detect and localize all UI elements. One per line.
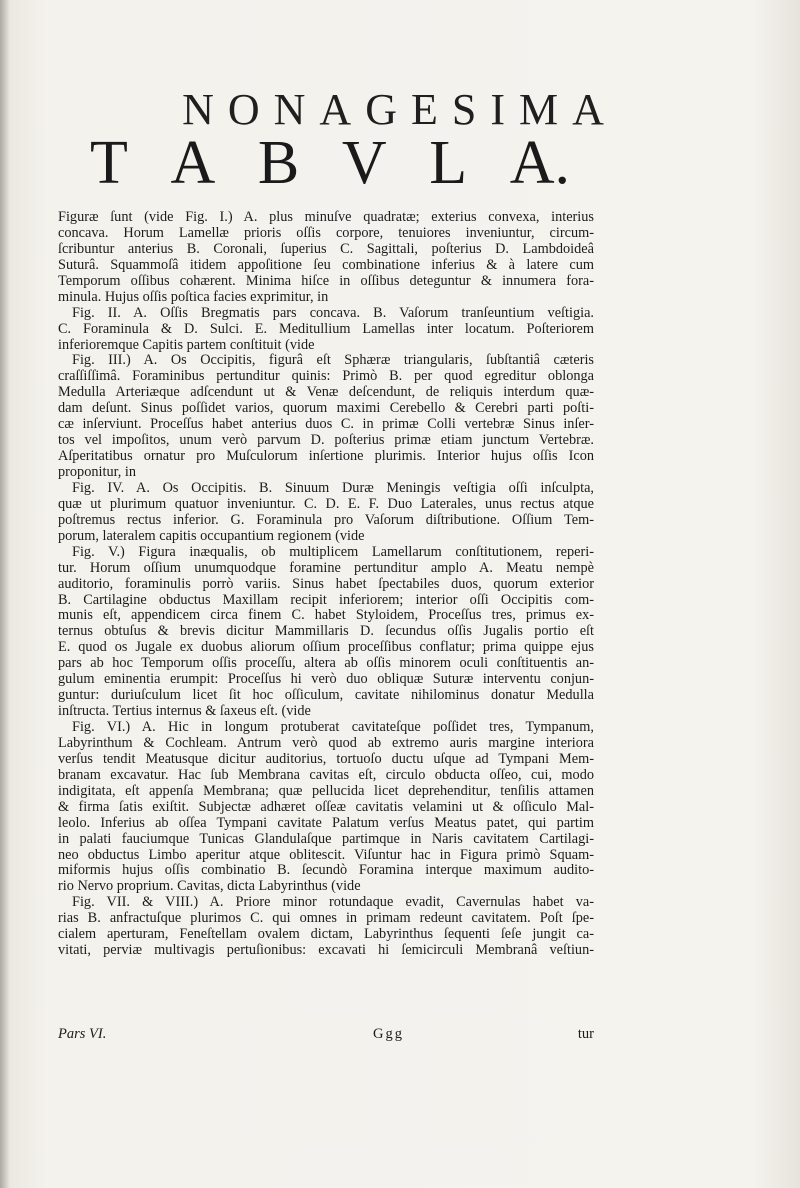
text-line: Figuræ ſunt (vide Fig. I.) A. plus minuſve quadratæ; exterius convexa, interius: [58, 209, 594, 225]
text-line: neo obductus Limbo aperitur atque oblitescit. Viſuntur hac in Figura primò Squam-: [58, 846, 594, 863]
text-line: concava. Horum Lamellæ prioris oſſis corpore, tenuiores inveniuntur, circum-: [58, 224, 594, 241]
text-line: cæ inſerviunt. Proceſſus habet anterius duos C. in primæ Colli vertebræ Sinus inſer-: [58, 416, 594, 433]
text-line: verſus tendit Meatusque dicitur auditorius, tortuoſo ductu uſque ad Tympani Mem-: [58, 750, 594, 767]
text-line: auditorio, foraminulis porrò variis. Sinus habet ſpectabiles duos, quorum exterior: [58, 575, 594, 592]
text-line: Aſperitatibus ornatur pro Muſculorum inſertione plurimis. Interior hujus oſſis Icon: [58, 448, 594, 465]
text-line: quæ ut plurimum quatuor inveniuntur. C. D. E. F. Duo Laterales, unus rectus atque: [58, 495, 594, 512]
text-line: indigitata, eſt appenſa Membrana; quæ pellucida licet deprehenditur, tenſilis attamen: [58, 782, 594, 799]
text-line: Medulla Arteriæque adſcendunt ut & Venæ deſcendunt, de reliquis interdum quæ-: [58, 384, 594, 401]
text-line: miformis hujus oſſis combinatio B. ſecundò Foramina interque maximum audito-: [58, 862, 594, 879]
text-line: Suturâ. Squammoſâ itidem appoſitione ſeu combinatione inferius & à latere cum: [58, 256, 594, 273]
text-line: rias B. anfractuſque plurimos C. qui omnes in primam redeunt cavitatem. Poſt ſpe-: [58, 910, 594, 927]
text-line: Fig. III.) A. Os Occipitis, figurâ eſt Sphæræ triangularis, ſubſtantiâ cæteris: [72, 352, 594, 369]
text-line: branam excavatur. Hac ſub Membrana cavitas eſt, circulo obducta oſſeo, cui, modo: [58, 766, 594, 783]
text-line: & firma ſatis exiſtit. Subjectæ adhæret oſſeæ cavitatis velamini ut & oſſiculo Mal-: [58, 798, 594, 815]
text-line: rio Nervo proprium. Cavitas, dicta Labyrinthus (vide: [58, 878, 361, 895]
heading-letter: B: [257, 129, 300, 197]
text-line: cialem aperturam, Feneſtellam ovalem dictam, Labyrinthus ſequenti ſeſe jungit ca-: [58, 926, 594, 943]
heading-letter: A: [170, 129, 216, 197]
text-line: Fig. II. A. Oſſis Bregmatis pars concava. B. Vaſorum tranſeuntium veſtigia.: [72, 304, 594, 321]
text-line: gulum eminentia erumpit: Proceſſus hi verò duo obliquæ Suturæ interventu conjun-: [58, 671, 594, 688]
text-line: dam deſunt. Sinus poſſidet varios, quorum maximi Cerebello & Cerebri parti poſti-: [58, 400, 594, 417]
signature-mark: Pars VI.: [58, 1026, 107, 1042]
catchword: tur: [577, 1026, 594, 1042]
text-line: craſſiſſimâ. Foraminibus pertunditur quinis: Primò B. per quod egreditur oblonga: [58, 368, 594, 385]
text-line: in palati fauciumque Tunicas Glandulaſque partimque in Naris cavitatem Cartilagi-: [58, 830, 594, 847]
heading-line-1: NONAGESIMA: [182, 85, 618, 134]
page-footer: [58, 1026, 594, 1046]
text-line: tur. Horum oſſium unumquodque foramine pertunditur amplo A. Meatu nempè: [58, 559, 594, 576]
heading-line-2: [90, 128, 570, 199]
text-line: guntur: duriuſculum licet ſit hoc oſſiculum, cavitate nihilominus donatur Medulla: [58, 687, 594, 704]
text-line: inferioremque Capitis partem conſtituit (vide: [58, 336, 315, 353]
text-line: Fig. V.) Figura inæqualis, ob multiplicem Lamellarum conſtitutionem, reperi-: [72, 543, 594, 560]
text-line: poſtremus rectus inferior. G. Foraminula pro Vaſorum diſtributione. Oſſium Tem-: [58, 511, 594, 528]
text-line: vitati, perviæ multivagis pertuſionibus: excavati hi ſemicirculi Membranâ veſtiun-: [58, 942, 594, 959]
text-line: Fig. VII. & VIII.) A. Priore minor rotundaque evadit, Cavernulas habet va-: [72, 894, 594, 911]
text-line: B. Cartilagine obductus Maxillam recipit inferiorem; interior oſſi Occipitis com-: [58, 591, 594, 608]
text-line: ternus obtuſus & brevis dicitur Mammillaris D. ſecundus oſſis Jugalis portio eſt: [58, 623, 594, 640]
text-line: Labyrinthum & Cochleam. Antrum verò quod ab extremo auris margine interiora: [58, 734, 594, 751]
text-line: leolo. Inferius ab oſſea Tympani cavitate Palatum verſus Meatus patet, qui partim: [58, 814, 594, 831]
text-line: Temporum oſſibus cohærent. Minima hiſce in oſſibus deteguntur & innumera fora-: [58, 272, 594, 289]
text-line: ſcribuntur anterius B. Coronali, ſuperius C. Sagittali, poſterius D. Lambdoideâ: [58, 240, 594, 257]
gutter-shadow: [0, 0, 10, 1188]
text-line: E. quod os Jugale ex duobus aliorum oſſium proceſſibus conflatur; prima quippe ejus: [58, 639, 594, 656]
text-line: pars ab hoc Temporum oſſis proceſſu, altera ab oſſis minorem oculi conſtituentis an-: [58, 655, 594, 672]
text-line: Fig. IV. A. Os Occipitis. B. Sinuum Duræ Meningis veſtigia oſſi inſculpta,: [72, 479, 594, 496]
text-line: tos vel impoſitos, unum verò parvum D. poſterius primæ etiam junctum Vertebræ.: [58, 432, 594, 449]
heading-letter: L: [429, 129, 468, 197]
text-line: inſtructa. Tertius internus & ſaxeus eſt. (vide: [58, 703, 311, 720]
text-line: proponitur, in: [58, 464, 137, 480]
text-line: Fig. VI.) A. Hic in longum protuberat cavitateſque poſſidet tres, Tympanum,: [72, 719, 594, 735]
text-line: C. Foraminula & D. Sulci. E. Meditullium Lamellas inter locatum. Poſteriorem: [58, 320, 594, 337]
heading-letter: A.: [509, 129, 570, 197]
gathering-mark: Ggg: [373, 1026, 404, 1042]
body-text: [58, 210, 594, 959]
text-line: minula. Hujus oſſis poſtica facies exprimitur, in: [58, 288, 329, 305]
heading-letter: V: [341, 129, 387, 197]
heading-letter: T: [90, 129, 128, 197]
text-line: porum, lateralem capitis occupantium regionem (vide: [58, 527, 365, 544]
text-line: munis eſt, appendicem circa finem C. habet Styloidem, Proceſſus tres, primus ex-: [58, 607, 594, 624]
